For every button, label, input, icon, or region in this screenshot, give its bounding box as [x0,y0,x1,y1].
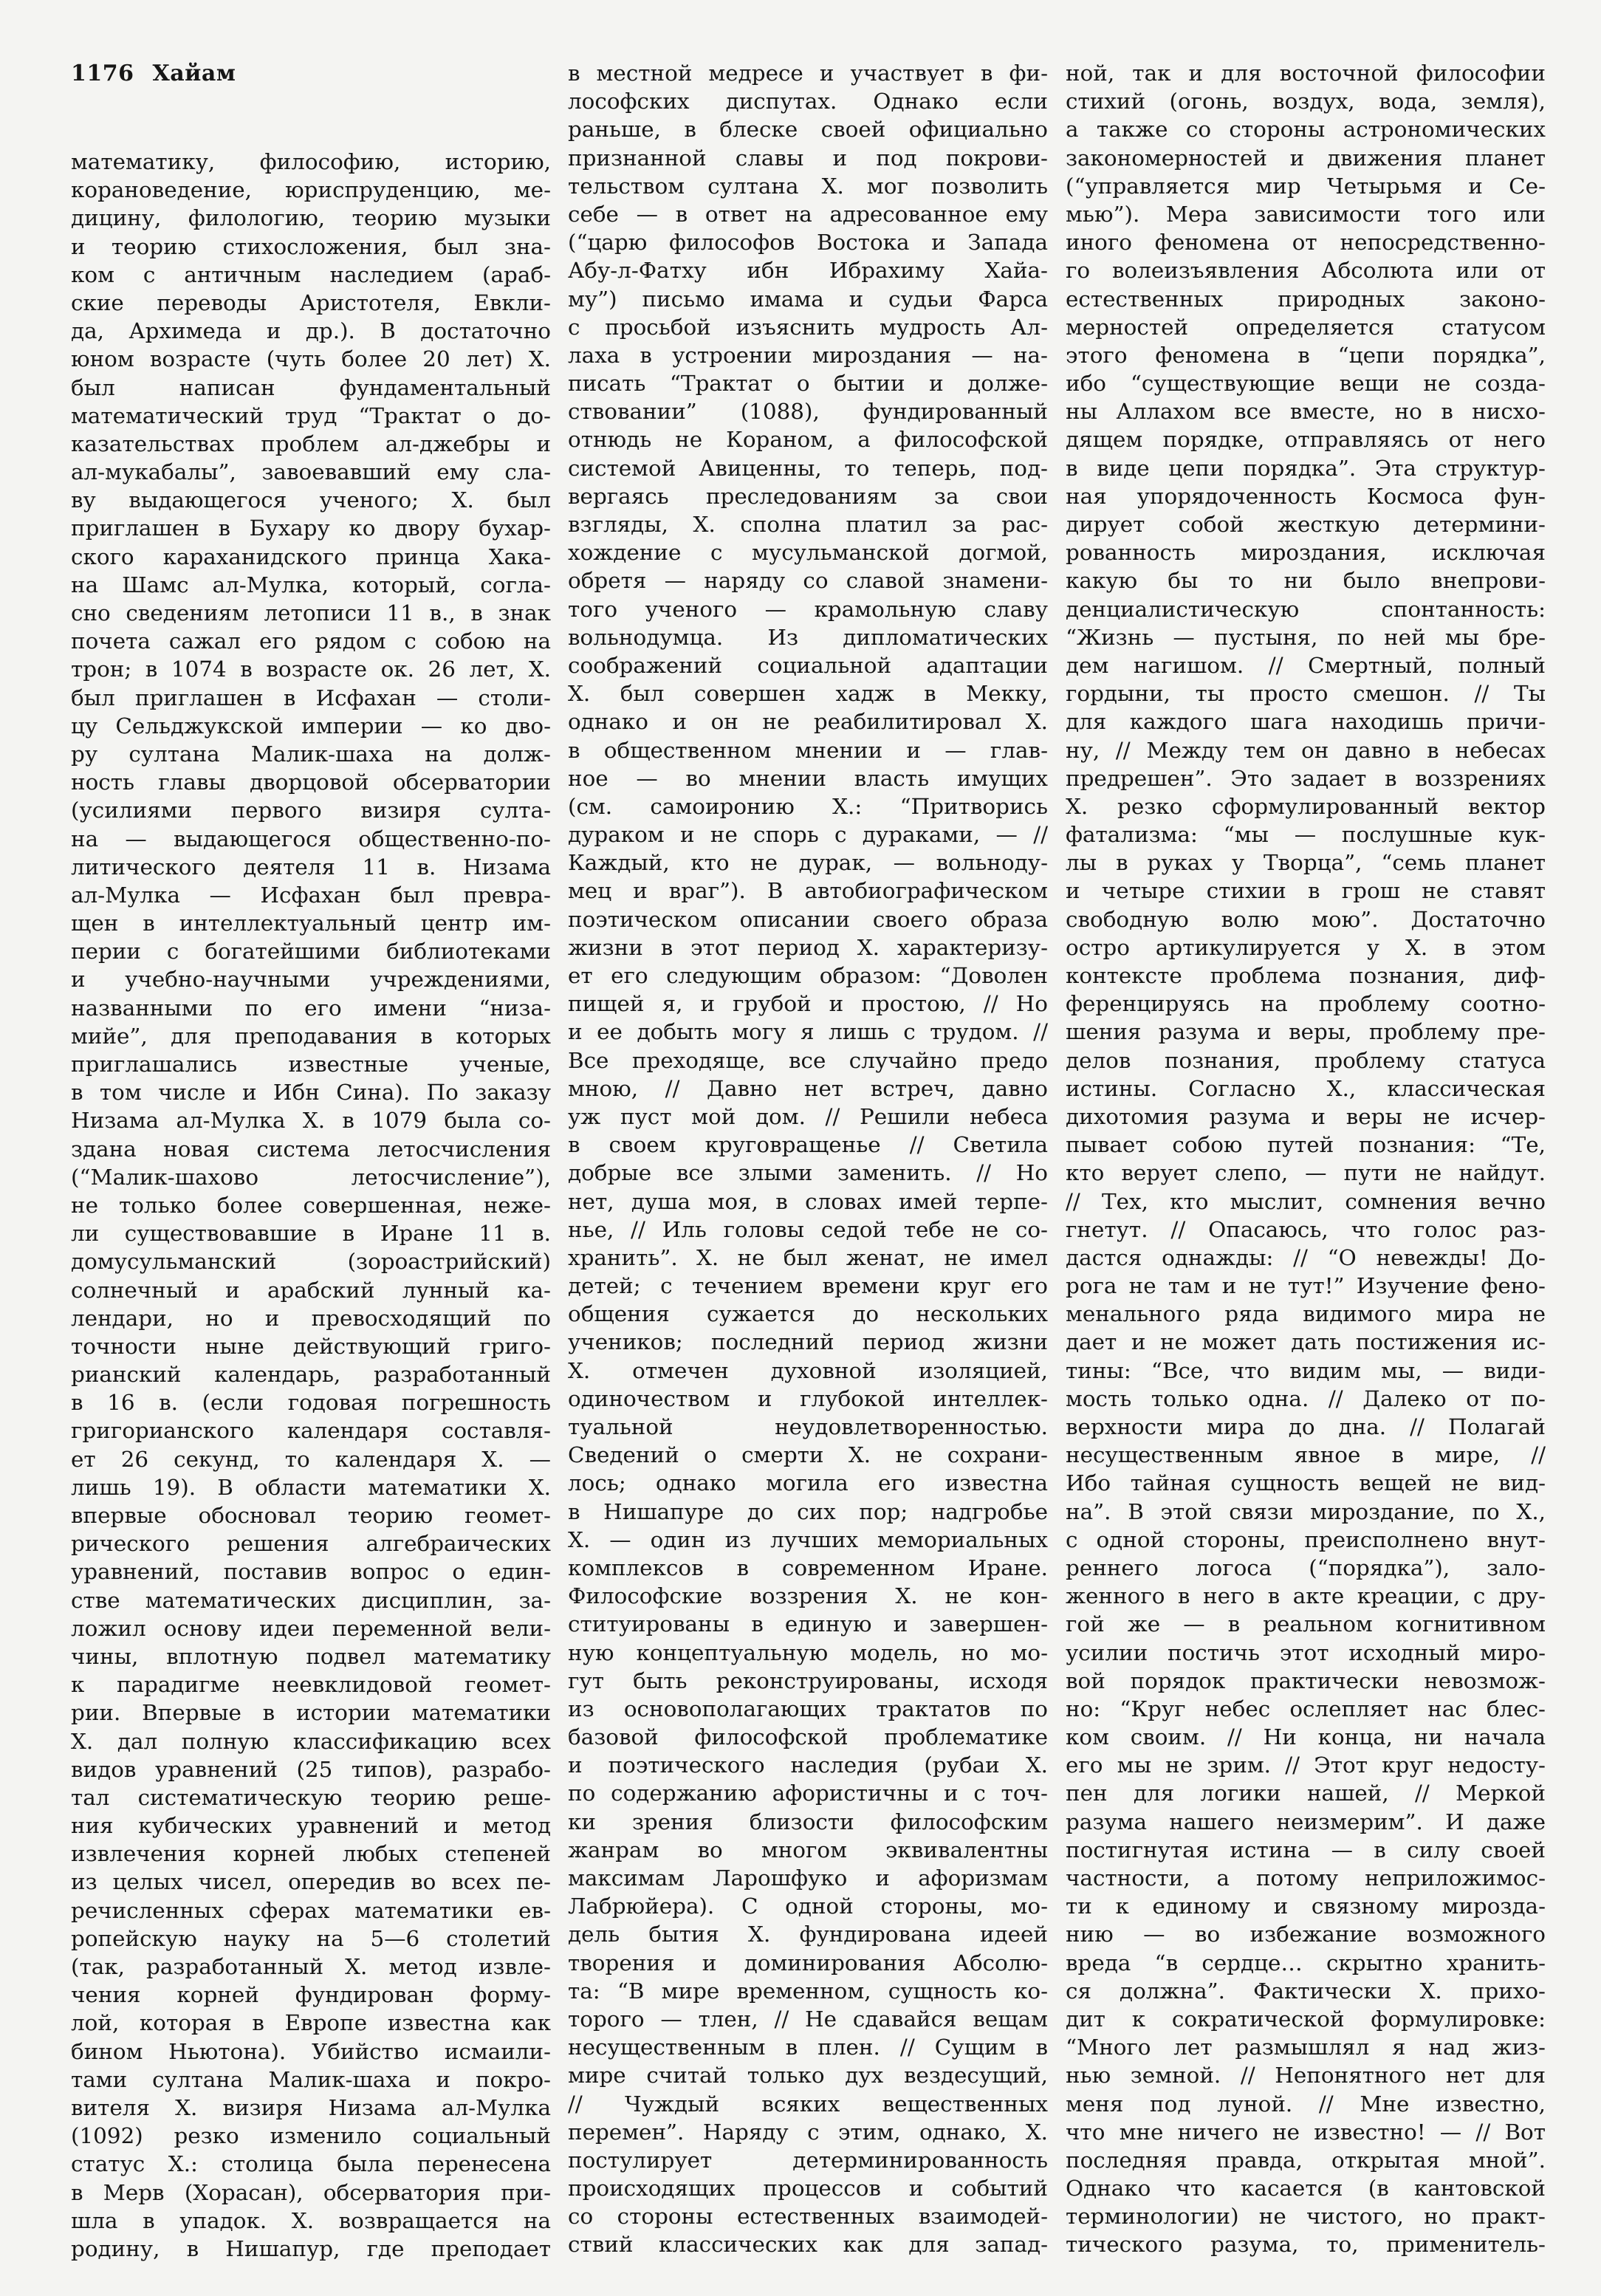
text-line: ские переводы Аристотеля, Евкли- [71,289,551,315]
text-line: усилии постичь этот исходный миро- [1066,1639,1546,1665]
text-line: обретя — наряду со славой знамени- [568,568,1048,594]
text-line: в общественном мнении и — глав- [568,737,1048,763]
text-line: цу Сельджукской империи — ко дво- [71,713,551,739]
text-line: трон; в 1074 в возрасте ок. 26 лет, Х. [71,657,551,682]
text-line: делов познания, проблему статуса [1066,1047,1546,1073]
text-line: шения разума и веры, проблему пре- [1066,1019,1546,1045]
text-line: пен для логики нашей, // Меркой [1066,1781,1546,1806]
text-line: фатализма: “мы — послушные кук- [1066,822,1546,848]
text-line: ского караханидского принца Хака- [71,544,551,569]
text-line: мец и враг”). В автобиографическом [568,878,1048,904]
text-line: на”. В этой связи мироздание, по Х., [1066,1498,1546,1524]
text-line: творения и доминирования Абсолю- [568,1950,1048,1975]
text-line: однако и он не реабилитировал Х. [568,709,1048,735]
text-line: ствий классических как для запад- [568,2232,1048,2258]
text-line: пищей я, и грубой и простою, // Но [568,991,1048,1017]
text-line: со стороны естественных взаимодей- [568,2204,1048,2230]
text-line: та: “В мире временном, сущность ко- [568,1978,1048,2004]
text-line: тины: “Все, что видим мы, — види- [1066,1357,1546,1383]
text-line: Х. отмечен духовной изоляцией, [568,1357,1048,1383]
text-line: на Шамс ал-Мулка, который, согла- [71,572,551,597]
text-line: ву выдающегося ученого; Х. был [71,487,551,513]
text-line: мью”). Мера зависимости того или [1066,201,1546,227]
text-line: иного феномена от непосредственно- [1066,230,1546,256]
text-line: нию — во избежание возможного [1066,1922,1546,1947]
text-line: вольнодумца. Из дипломатических [568,624,1048,650]
text-line: Философские воззрения Х. не кон- [568,1583,1048,1609]
text-line: григорианского календаря составля- [71,1418,551,1444]
text-line: математический труд “Трактат о до- [71,402,551,428]
text-line: и четыре стихии в грош не ставят [1066,878,1546,904]
text-line: гордыни, ты просто смешон. // Ты [1066,681,1546,707]
text-line: ал-мукабалы”, завоевавший ему сла- [71,459,551,485]
text-line: был написан фундаментальный [71,374,551,400]
text-line: дихотомия разума и веры не исчер- [1066,1103,1546,1129]
text-line: базовой философской проблематике [568,1724,1048,1750]
text-line: вреда “в сердце… скрытно хранить- [1066,1950,1546,1975]
text-line: для каждого шага находишь причи- [1066,709,1546,735]
text-line: тал систематическую теорию реше- [71,1784,551,1810]
text-line: Х. был совершен хадж в Мекку, [568,681,1048,707]
text-line: ствовании” (1088), фундированный [568,399,1048,425]
text-line: к парадигме неевклидовой геомет- [71,1672,551,1698]
text-line: ны Аллахом все вместе, но в нисхо- [1066,399,1546,425]
text-line: меня под луной. // Мне известно, [1066,2091,1546,2117]
text-line: ся должна”. Фактически Х. прихо- [1066,1978,1546,2004]
text-line: “Жизнь — пустыня, по ней мы бре- [1066,624,1546,650]
text-line: // Тех, кто мыслит, сомнения вечно [1066,1188,1546,1214]
text-line: ки зрения близости философским [568,1809,1048,1834]
text-line: ференцируясь на проблему соотно- [1066,991,1546,1017]
text-line: го волеизъявления Абсолюта или от [1066,258,1546,284]
text-line: постулирует детерминированность [568,2147,1048,2173]
text-line: лось; однако могила его известна [568,1470,1048,1496]
text-line: Х. резко сформулированный вектор [1066,793,1546,819]
text-line: тами султана Малик-шаха и покро- [71,2066,551,2092]
text-column-2 [568,59,1048,2259]
text-line: // Чуждый всяких вещественных [568,2091,1048,2117]
text-line: себе — в ответ на адресованное ему [568,201,1048,227]
text-line: тельством султана Х. мог позволить [568,173,1048,199]
text-line: дящем порядке, отправляясь от него [1066,427,1546,453]
text-line: в местной медресе и участвует в фи- [568,61,1048,86]
text-line: реннего логоса (“порядка”), зало- [1066,1555,1546,1580]
text-line: нет, душа моя, в словах имей терпе- [568,1188,1048,1214]
text-line: впервые обосновал теорию геомет- [71,1503,551,1528]
text-line: дирует собой жесткую детермини- [1066,512,1546,537]
text-line: дит к сократической формулировке: [1066,2006,1546,2032]
text-line: вергаясь преследованиям за свои [568,483,1048,509]
page-number: 1176 [71,61,134,86]
text-line: Все преходяще, все случайно предо [568,1047,1048,1073]
text-line: ком с античным наследием (араб- [71,261,551,287]
text-column-1 [71,148,551,2263]
text-line: хранить”. Х. не был женат, не имел [568,1244,1048,1270]
text-line: ибо “существующие вещи не созда- [1066,371,1546,397]
text-line: шла в упадок. Х. возвращается на [71,2207,551,2233]
text-line: точности ныне действующий григо- [71,1333,551,1359]
entry-title: Хайам [152,61,236,86]
text-line: ность главы дворцовой обсерватории [71,770,551,795]
text-line: торого — тлен, // Не сдавайся вещам [568,2006,1048,2032]
text-line: рианский календарь, разработанный [71,1362,551,1388]
text-line: ропейскую науку на 5—6 столетий [71,1925,551,1951]
text-line: лендари, но и превосходящий по [71,1305,551,1331]
text-line: дураком и не спорь с дураками, — // [568,822,1048,848]
text-line: “Много лет размышлял я над жиз- [1066,2035,1546,2060]
text-line: но: “Круг небес ослепляет нас блес- [1066,1696,1546,1721]
text-line: соображений социальной адаптации [568,652,1048,678]
text-line: признанной славы и под покрови- [568,145,1048,171]
text-line: верхности мира до дна. // Полагай [1066,1414,1546,1439]
text-line: нье, // Иль головы седой тебе не со- [568,1216,1048,1242]
text-line: денциалистическую спонтанность: [1066,596,1546,622]
text-line: что мне ничего не известно! — // Вот [1066,2119,1546,2145]
text-line: детей; с течением времени круг его [568,1273,1048,1299]
text-line: истины. Согласно Х., классическая [1066,1075,1546,1101]
text-line: взгляды, Х. сполна платил за рас- [568,512,1048,537]
text-line: ституированы в единую и завершен- [568,1611,1048,1637]
text-line: раньше, в блеске своей официально [568,117,1048,143]
text-line: общения сужается до нескольких [568,1301,1048,1327]
text-line: а также со стороны астрономических [1066,117,1546,143]
text-line: и поэтического наследия (рубаи Х. [568,1752,1048,1778]
text-line: ной, так и для восточной философии [1066,61,1546,86]
text-line: здана новая система летосчисления [71,1136,551,1162]
text-line: частности, а потому неприложимос- [1066,1865,1546,1891]
text-line: речисленных сферах математики ев- [71,1897,551,1923]
text-line: комплексов в современном Иране. [568,1555,1048,1580]
text-line: видов уравнений (25 типов), разрабо- [71,1756,551,1782]
text-line: стихий (огонь, воздух, вода, земля), [1066,89,1546,114]
text-line: постигнутая истина — в силу своей [1066,1837,1546,1862]
text-line: с одной стороны, преисполнено внут- [1066,1526,1546,1552]
text-line: лой, которая в Европе известна как [71,2010,551,2036]
text-line: в Мерв (Хорасан), обсерватория при- [71,2179,551,2205]
text-line: Каждый, кто не дурак, — вольноду- [568,850,1048,876]
text-line: рического решения алгебраических [71,1531,551,1557]
text-line: приглашен в Бухару ко двору бухар- [71,515,551,541]
text-line: вой порядок практически невозмож- [1066,1668,1546,1693]
text-line: мийе”, для преподавания в которых [71,1023,551,1049]
text-line: юном возрасте (чуть более 20 лет) Х. [71,346,551,372]
text-line: остро артикулируется у Х. в этом [1066,934,1546,960]
text-line: ная упорядоченность Космоса фун- [1066,483,1546,509]
text-line: ет 26 секунд, то календаря Х. — [71,1446,551,1472]
text-line: му”) письмо имама и судьи Фарса [568,286,1048,312]
text-line: ложил основу идеи переменной вели- [71,1615,551,1641]
text-line: в Нишапуре до сих пор; надгробье [568,1498,1048,1524]
text-line: названными по его имени “низа- [71,995,551,1021]
text-line: ал-Мулка — Исфахан был превра- [71,882,551,908]
text-line: в виде цепи порядка”. Эта структур- [1066,455,1546,481]
text-line: по содержанию афористичны и с точ- [568,1781,1048,1806]
text-line: щен в интеллектуальный центр им- [71,911,551,936]
text-line: поэтическом описании своего образа [568,906,1048,932]
text-line: мною, // Давно нет встреч, давно [568,1075,1048,1101]
text-line: закономерностей и движения планет [1066,145,1546,171]
text-line: рога не там и не тут!” Изучение фено- [1066,1273,1546,1299]
text-line: ную концептуальную модель, но мо- [568,1639,1048,1665]
text-line: (“Малик-шахово летосчисление”), [71,1164,551,1190]
text-line: того ученого — крамольную славу [568,596,1048,622]
text-line: терминологии) не чистого, но практ- [1066,2204,1546,2230]
text-line: контексте проблема познания, диф- [1066,963,1546,988]
text-line: и учебно-научными учреждениями, [71,967,551,993]
text-line: ет его следующим образом: “Доволен [568,963,1048,988]
text-line: не только более совершенная, неже- [71,1192,551,1218]
text-line: статус Х.: столица была перенесена [71,2151,551,2177]
text-line: дем нагишом. // Смертный, полный [1066,652,1546,678]
text-line: (“управляется мир Четырьмя и Се- [1066,173,1546,199]
text-line: в 16 в. (если годовая погрешность [71,1390,551,1416]
text-line: естественных природных законо- [1066,286,1546,312]
text-line: (усилиями первого визиря султа- [71,798,551,823]
text-line: перии с богатейшими библиотеками [71,939,551,964]
text-line: предрешен”. Это задает в воззрениях [1066,765,1546,791]
text-line: уж пуст мой дом. // Решили небеса [568,1103,1048,1129]
text-line: мость только одна. // Далеко от по- [1066,1385,1546,1411]
text-line: Абу-л-Фатху ибн Ибрахиму Хайа- [568,258,1048,284]
text-line: Однако что касается (в кантовской [1066,2176,1546,2201]
text-line: ния кубических уравнений и метод [71,1813,551,1839]
text-line: ком своим. // Ни конца, ни начала [1066,1724,1546,1750]
text-line: гут быть реконструированы, исходя [568,1668,1048,1693]
text-line: бином Ньютона). Убийство исмаили- [71,2038,551,2064]
text-line: математику, философию, историю, [71,149,551,174]
text-line: тического разума, то, применитель- [1066,2232,1546,2258]
text-line: ли существовавшие в Иране 11 в. [71,1221,551,1247]
text-line: учеников; последний период жизни [568,1329,1048,1355]
text-line: происходящих процессов и событий [568,2176,1048,2201]
text-line: гнетут. // Опасаюсь, что голос раз- [1066,1216,1546,1242]
text-line: чины, вплотную подвел математику [71,1643,551,1669]
text-line: приглашались известные ученые, [71,1052,551,1077]
text-line: разума нашего неизмерим”. И даже [1066,1809,1546,1834]
text-line: хождение с мусульманской догмой, [568,540,1048,566]
text-line: Сведений о смерти Х. не сохрани- [568,1442,1048,1468]
text-line: отнюдь не Кораном, а философской [568,427,1048,453]
text-line: ти к единому и связному мирозда- [1066,1894,1546,1919]
text-line: (см. самоиронию Х.: “Притворись [568,793,1048,819]
text-line: на — выдающегося общественно-по- [71,826,551,851]
text-line: туальной неудовлетворенностью. [568,1414,1048,1439]
text-line: сно сведениям летописи 11 в., в знак [71,600,551,626]
text-line: чения корней фундирован форму- [71,1982,551,2008]
text-line: в своем круговращенье // Светила [568,1132,1048,1158]
text-line: дицину, филологию, теорию музыки [71,205,551,231]
text-line: мерностей определяется статусом [1066,314,1546,340]
running-head [71,61,236,86]
text-line: пывает собою путей познания: “Те, [1066,1132,1546,1158]
text-line: и ее добыть могу я лишь с трудом. // [568,1019,1048,1045]
text-line: Лабрюйера). С одной стороны, мо- [568,1894,1048,1919]
text-line: гой же — в реальном когнитивном [1066,1611,1546,1637]
text-line: несущественным явное в мире, // [1066,1442,1546,1468]
text-line: женного в него в акте креации, с дру- [1066,1583,1546,1609]
text-line: мире считай только дух вездесущий, [568,2063,1048,2088]
text-line: лишь 19). В области математики Х. [71,1474,551,1500]
text-line: с просьбой изъяснить мудрость Ал- [568,314,1048,340]
text-line: добрые все злыми заменить. // Но [568,1160,1048,1186]
text-line: дастся однажды: // “О невежды! До- [1066,1244,1546,1270]
text-line: дель бытия Х. фундирована идеей [568,1922,1048,1947]
text-line: (1092) резко изменило социальный [71,2123,551,2149]
text-line: ну, // Между тем он давно в небесах [1066,737,1546,763]
text-line: жанрам во многом эквивалентны [568,1837,1048,1862]
text-line: несущественным в плен. // Сущим в [568,2035,1048,2060]
text-line: рованность мироздания, исключая [1066,540,1546,566]
text-line: рии. Впервые в истории математики [71,1700,551,1726]
text-line: уравнений, поставив вопрос о един- [71,1559,551,1585]
text-line: максимам Ларошфуко и афоризмам [568,1865,1048,1891]
text-line: одиночеством и глубокой интеллек- [568,1385,1048,1411]
text-line: литического деятеля 11 в. Низама [71,854,551,880]
text-line: Ибо тайная сущность вещей не вид- [1066,1470,1546,1496]
text-line: нью земной. // Непонятного нет для [1066,2063,1546,2088]
text-line: извлечения корней любых степеней [71,1841,551,1867]
text-line: и теорию стихосложения, был зна- [71,233,551,259]
text-line: жизни в этот период Х. характеризу- [568,934,1048,960]
text-line: родину, в Нишапур, где преподает [71,2235,551,2261]
text-line: вителя Х. визиря Низама ал-Мулка [71,2094,551,2120]
text-line: (так, разработанный Х. метод извле- [71,1954,551,1979]
text-line: Х. дал полную классификацию всех [71,1728,551,1754]
text-line: (“царю философов Востока и Запада [568,230,1048,256]
text-line: Х. — один из лучших мемориальных [568,1526,1048,1552]
text-line: ру султана Малик-шаха на долж- [71,741,551,767]
text-line: был приглашен в Исфахан — столи- [71,685,551,710]
text-line: почета сажал его рядом с собою на [71,628,551,654]
text-line: казательствах проблем ал-джебры и [71,431,551,456]
text-line: в том числе и Ибн Сина). По заказу [71,1080,551,1106]
text-line: домусульманский (зороастрийский) [71,1249,551,1275]
text-line: этого феномена в “цепи порядка”, [1066,342,1546,368]
text-line: ное — во мнении власть имущих [568,765,1048,791]
text-line: Низама ал-Мулка Х. в 1079 была со- [71,1108,551,1134]
text-line: лы в руках у Творца”, “семь планет [1066,850,1546,876]
text-line: системой Авиценны, то теперь, под- [568,455,1048,481]
text-column-3 [1066,59,1546,2259]
text-line: кто верует слепо, — пути не найдут. [1066,1160,1546,1186]
text-line: какую бы то ни было внепрови- [1066,568,1546,594]
text-line: менального ряда видимого мира не [1066,1301,1546,1327]
text-line: лаха в устроении мироздания — на- [568,342,1048,368]
text-line: корановедение, юриспруденцию, ме- [71,177,551,203]
text-line: лософских диспутах. Однако если [568,89,1048,114]
text-line: из целых чисел, опередив во всех пе- [71,1869,551,1895]
text-line: писать “Трактат о бытии и долже- [568,371,1048,397]
text-line: его мы не зрим. // Этот круг недосту- [1066,1752,1546,1778]
text-line: последняя правда, открытая мной”. [1066,2147,1546,2173]
text-line: стве математических дисциплин, за- [71,1587,551,1613]
text-line: дает и не может дать постижения ис- [1066,1329,1546,1355]
text-line: солнечный и арабский лунный ка- [71,1277,551,1303]
text-line: да, Архимеда и др.). В достаточно [71,318,551,344]
text-line: из основополагающих трактатов по [568,1696,1048,1721]
text-line: перемен”. Наряду с этим, однако, Х. [568,2119,1048,2145]
text-line: свободную волю мою”. Достаточно [1066,906,1546,932]
